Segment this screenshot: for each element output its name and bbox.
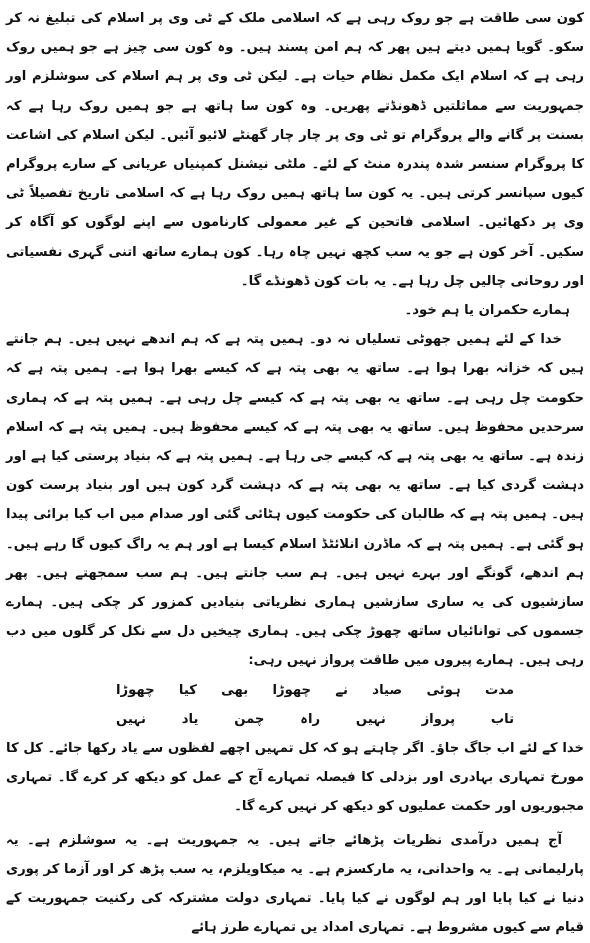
verse-word: چھوڑا <box>272 682 312 698</box>
verse-line-1 <box>6 676 584 705</box>
verse-word: مدت <box>485 682 515 698</box>
verse-word: یاد <box>181 711 199 727</box>
paragraph-third: خدا کے لئے اب جاگ جاؤ۔ اگر چاہتے ہو کہ کل تمہیں اچھے لفظوں سے یاد رکھا جائے۔ کل کا مورخ تمہاری بہادری اور بزدلی کا فیصلہ تمہارے آج کے عمل کو دیکھ کر کرے گا۔ تمہاری مجبوریوں اور حکمت عملیوں کو دیکھ کر نہیں کرے گا۔ <box>6 741 584 815</box>
verse-word: پرواز <box>421 711 456 727</box>
verse-word: نہیں <box>116 711 146 727</box>
verse-word: تاب <box>490 711 515 727</box>
verse-word: صیاد <box>372 682 403 698</box>
paragraph-second: خدا کے لئے ہمیں جھوٹی تسلیاں نہ دو۔ ہمیں پتہ ہے کہ ہم اندھے نہیں ہیں۔ ہم جانتے ہیں کہ خزانہ بھرا ہوا ہے۔ ساتھ یہ بھی پتہ ہے کہ کیسے بھرا ہوا ہے۔ ہمیں پتہ ہے کہ حکومت چل رہی ہے۔ ساتھ یہ بھی پتہ ہے کہ کیسے چل رہی ہے۔ ہمیں پتہ ہے کہ ہماری سرحدیں محفوظ ہیں۔ ساتھ یہ بھی پتہ ہے کہ کیسے محفوظ ہیں۔ ہمیں پتہ ہے کہ اسلام زندہ ہے۔ ساتھ یہ بھی پتہ ہے کہ کیسے جی رہا ہے۔ ہمیں پتہ ہے کہ بنیاد پرستی کیا ہے اور دہشت گردی کیا ہے۔ ساتھ یہ بھی پتہ ہے کہ دہشت گرد کون ہیں اور بنیاد پرست کون ہیں۔ ہمیں پتہ ہے کہ طالبان کی حکومت کیوں ہٹائی گئی اور صدام میں اب کیا برائی پیدا ہو گئی ہے۔ ہمیں پتہ ہے کہ ماڈرن انلائٹڈ اسلام کیسا ہے اور ہم یہ راگ کیوں گا رہے ہیں۔ ہم اندھے، گونگے اور بہرے نہیں ہیں۔ ہم سب جانتے ہیں۔ ہم سب سمجھتے ہیں۔ پھر سازشیوں کی یہ ساری سازشیں ہماری نظریاتی بنیادیں کمزور کر چکی ہیں۔ ہمارے جسموں کی توانائیاں ساتھ چھوڑ چکی ہیں۔ ہماری چیخیں دل سے نکل کر گلوں میں دب رہی ہیں۔ ہمارے پیروں میں طاقت پرواز نہیں رہی: <box>6 332 584 669</box>
verse-line-2 <box>6 705 584 734</box>
verse-word: ہوئی <box>426 682 461 698</box>
verse-word: راہ <box>300 711 321 727</box>
verse-word: کیا <box>178 682 197 698</box>
paragraph-signoff: ہمارے حکمران یا ہم خود۔ <box>404 303 570 319</box>
verse-word: نہیں <box>355 711 386 727</box>
paragraph-opening: کون سی طاقت ہے جو روک رہی ہے کہ اسلامی ملک کے ٹی وی پر اسلام کی تبلیغ نہ کر سکو۔ گویا ہمیں دیتے ہیں پھر کہ ہم امن پسند ہیں۔ وہ کون سی چیز ہے جو ہمیں روک رہی ہے کہ اسلام ایک مکمل نظام حیات ہے۔ لیکن ٹی وی پر ہم اسلام کی سوشلزم اور جمہوریت سے مماثلتیں ڈھونڈتے پھریں۔ وہ کون سا ہاتھ ہے جو ہمیں روک رہا ہے کہ بسنت پر گانے والے پروگرام تو ٹی وی پر چار چار گھنٹے لائیو آئیں۔ لیکن اسلام کی اشاعت کا پروگرام سنسر شدہ پندرہ منٹ کے لئے۔ ملٹی نیشنل کمپنیاں عریانی کے سارے پروگرام کیوں سپانسر کرتی ہیں۔ یہ کون سا ہاتھ ہمیں روک رہا ہے کہ اسلامی تاریخ تفصیلاً ٹی وی پر دکھائیں۔ اسلامی فاتحین کے غیر معمولی کارناموں سے اپنے لوگوں کو آگاہ کر سکیں۔ آخر کون ہے جو یہ سب کچھ نہیں چاہ رہا۔ کون ہمارے ساتھ اتنی گہری نفسیاتی اور روحانی چالیں چل رہا ہے۔ یہ بات کون ڈھونڈے گا۔ <box>6 11 584 289</box>
verse-word: نے <box>335 682 349 698</box>
verse-word: بھی <box>221 682 249 698</box>
verse-word: چمن <box>234 711 265 727</box>
paragraph-fourth: آج ہمیں درآمدی نظریات پڑھائے جاتے ہیں۔ یہ جمہوریت ہے۔ یہ سوشلزم ہے۔ یہ پارلیمانی ہے۔ یہ واحدانی، یہ مارکسزم ہے۔ یہ میکاویلزم، یہ سب پڑھ کر اور آزما کر پوری دنیا نے کیا پایا اور ہم لوگوں نے کیا پایا۔ تمہاری دولت مشترکہ کی رکنیت جمہوریت کے قیام سے کیوں مشروط ہے۔ تمہاری امداد یں تمہارے طرز ہائے <box>6 832 584 936</box>
verse-word: چھوڑا <box>116 682 155 698</box>
page-text <box>6 4 584 936</box>
